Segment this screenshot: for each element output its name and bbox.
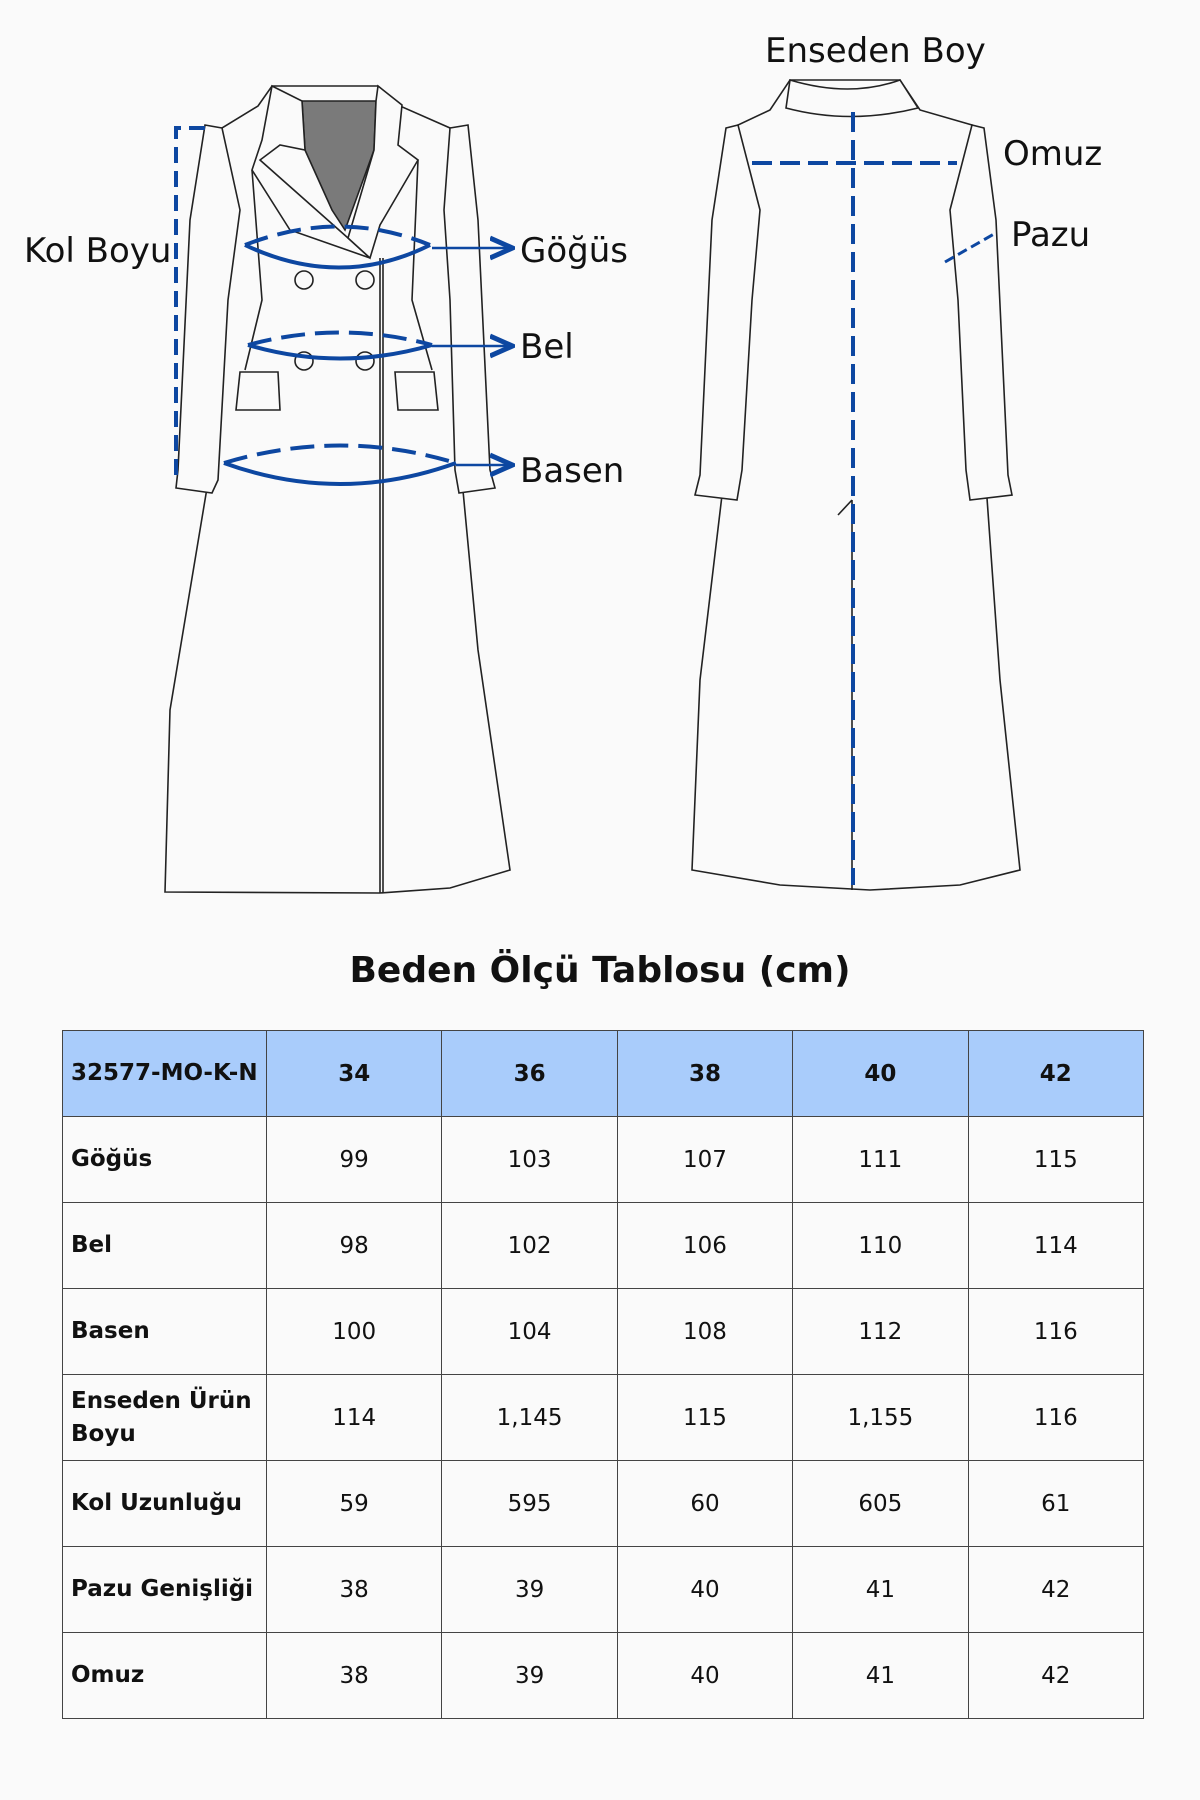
table-cell: 60 <box>617 1461 792 1547</box>
table-cell: 106 <box>617 1203 792 1289</box>
size-header: 34 <box>267 1031 442 1117</box>
table-cell: 39 <box>442 1633 617 1719</box>
table-header-row <box>63 1031 1144 1117</box>
table-cell: 595 <box>442 1461 617 1547</box>
row-label: Pazu Genişliği <box>63 1547 267 1633</box>
table-cell: 102 <box>442 1203 617 1289</box>
size-header: 38 <box>617 1031 792 1117</box>
size-header: 42 <box>968 1031 1143 1117</box>
front-coat-drawing <box>165 86 510 893</box>
table-cell: 110 <box>793 1203 968 1289</box>
table-cell: 38 <box>267 1547 442 1633</box>
table-cell: 61 <box>968 1461 1143 1547</box>
size-header: 36 <box>442 1031 617 1117</box>
table-row <box>63 1633 1144 1719</box>
size-chart-table <box>62 1030 1144 1719</box>
row-label: Bel <box>63 1203 267 1289</box>
table-row <box>63 1461 1144 1547</box>
table-cell: 99 <box>267 1117 442 1203</box>
table-title: Beden Ölçü Tablosu (cm) <box>349 950 851 991</box>
table-cell: 114 <box>267 1375 442 1461</box>
label-shoulder: Omuz <box>1003 134 1103 174</box>
label-waist: Bel <box>520 327 574 367</box>
row-label: Enseden Ürün Boyu <box>63 1375 267 1461</box>
label-hip: Basen <box>520 451 625 491</box>
table-cell: 42 <box>968 1547 1143 1633</box>
table-row <box>63 1117 1144 1203</box>
table-cell: 38 <box>267 1633 442 1719</box>
table-row <box>63 1375 1144 1461</box>
table-cell: 41 <box>793 1547 968 1633</box>
label-chest: Göğüs <box>520 231 628 271</box>
table-cell: 41 <box>793 1633 968 1719</box>
row-label: Omuz <box>63 1633 267 1719</box>
table-cell: 40 <box>617 1547 792 1633</box>
table-row <box>63 1203 1144 1289</box>
table-cell: 115 <box>617 1375 792 1461</box>
table-cell: 111 <box>793 1117 968 1203</box>
back-coat-drawing <box>692 80 1020 890</box>
table-cell: 100 <box>267 1289 442 1375</box>
table-cell: 115 <box>968 1117 1143 1203</box>
row-label: Basen <box>63 1289 267 1375</box>
table-cell: 116 <box>968 1289 1143 1375</box>
table-cell: 42 <box>968 1633 1143 1719</box>
table-row <box>63 1289 1144 1375</box>
table-cell: 104 <box>442 1289 617 1375</box>
table-cell: 605 <box>793 1461 968 1547</box>
table-cell: 103 <box>442 1117 617 1203</box>
table-cell: 1,155 <box>793 1375 968 1461</box>
row-label: Göğüs <box>63 1117 267 1203</box>
table-cell: 40 <box>617 1633 792 1719</box>
table-row <box>63 1547 1144 1633</box>
label-back-length: Enseden Boy <box>765 31 986 71</box>
table-cell: 107 <box>617 1117 792 1203</box>
table-cell: 1,145 <box>442 1375 617 1461</box>
table-cell: 98 <box>267 1203 442 1289</box>
product-code: 32577-MO-K-N <box>63 1031 267 1117</box>
label-upper-arm: Pazu <box>1011 215 1091 255</box>
table-cell: 112 <box>793 1289 968 1375</box>
table-cell: 59 <box>267 1461 442 1547</box>
table-cell: 114 <box>968 1203 1143 1289</box>
row-label: Kol Uzunluğu <box>63 1461 267 1547</box>
label-sleeve-length: Kol Boyu <box>24 231 172 271</box>
size-header: 40 <box>793 1031 968 1117</box>
table-cell: 108 <box>617 1289 792 1375</box>
table-cell: 116 <box>968 1375 1143 1461</box>
table-cell: 39 <box>442 1547 617 1633</box>
